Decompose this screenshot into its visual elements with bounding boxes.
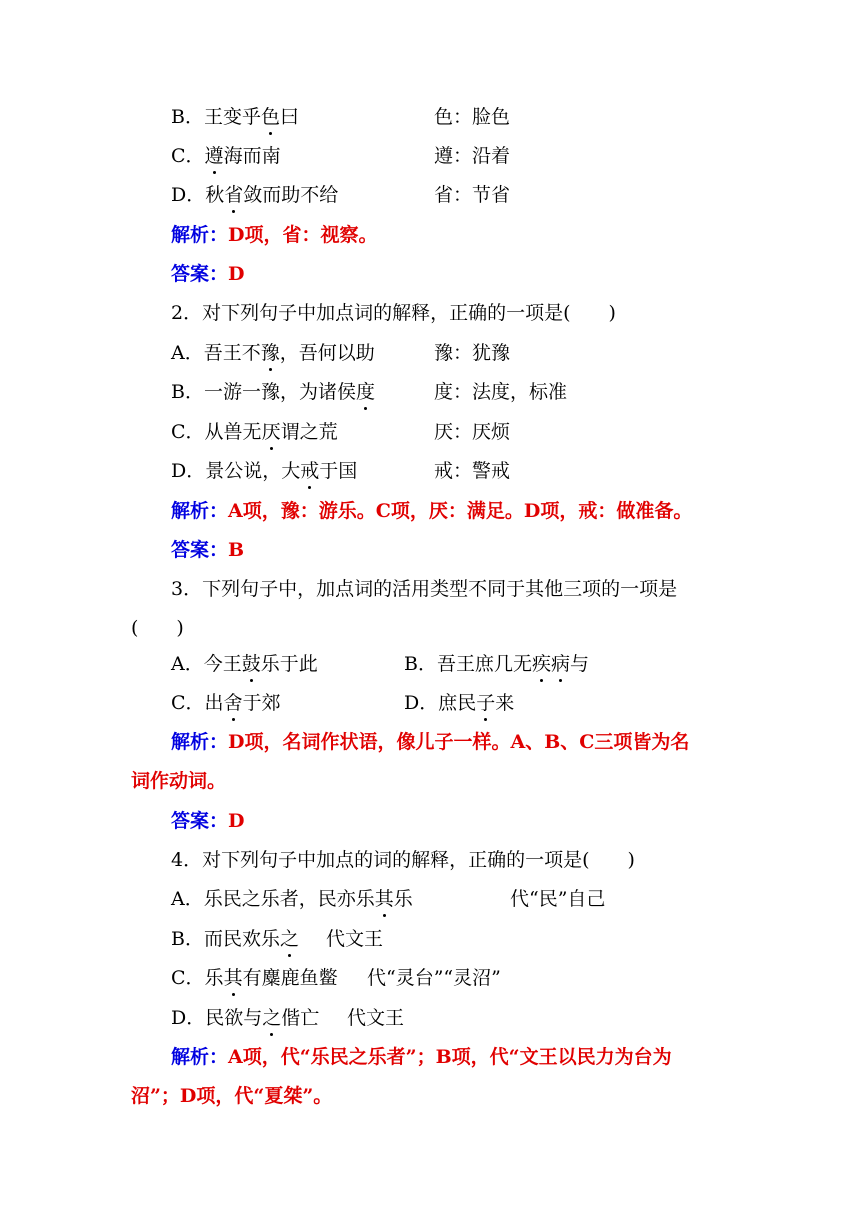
q1-option-b-gloss: 色：脸色 [434,106,511,128]
dotted-char: 豫 [260,342,280,364]
q1-option-d-gloss: 省：节省 [434,184,511,206]
dotted-char: 疾 [531,653,551,675]
dotted-char: 病 [551,653,571,675]
dotted-char: 子 [476,692,496,714]
dotted-char: 舍 [223,692,243,714]
dotted-char: 其 [223,967,243,989]
dotted-char: 之 [279,928,299,950]
dotted-char: 鼓 [241,653,261,675]
q1-option-c-gloss: 遵：沿着 [434,145,511,167]
dotted-char: 戒 [300,460,320,482]
dotted-char: 之 [262,1007,282,1029]
dotted-char: 度 [355,381,375,403]
dotted-char: 遵 [204,145,224,167]
dotted-char: 其 [374,888,394,910]
document-page: B．王变乎色曰 色：脸色 C．遵海而南 遵：沿着 D．秋省敛而助不给 省：节省 解析：D项，省：视察。 答案：D 2．对下列句子中加点词的解释，正确的一项是( ) A．吾王不豫，吾何以助 豫：犹豫 B．一游一豫，为诸侯度 度：法度，标准 C．从兽无厌谓之荒 厌：厌烦 D．景公说，大戒于国 戒：警戒 解析：A项，豫：游乐。C项，厌：满足。D项，戒：做准备。 答案：B 3．下列句子中，加点词的活用类型不同于其他三项的一项是 ( ) A．今王鼓乐于此 B．吾王庶几无疾病与 C．出舍于郊 D．庶民子来 解析：D项，名词作状语，像儿子一样。A、B、C三项皆为名 词作动词。 答案：D 4．对下列句子中加点的词的解释，正确的一项是( ) A．乐民之乐者，民亦乐其乐 代“民”自己 B．而民欢乐之 代文王 C．乐其有麋鹿鱼鳖 代“灵台”“灵沼” D．民欲与之偕亡 代文王 解析：A项，代“乐民之乐者”；B项，代“文王以民力为台为 沼”；D项，代“夏桀”。 [131,106,693,1107]
dotted-char: 色 [260,106,280,128]
dotted-char: 厌 [261,421,281,443]
dotted-char: 省 [224,184,244,206]
